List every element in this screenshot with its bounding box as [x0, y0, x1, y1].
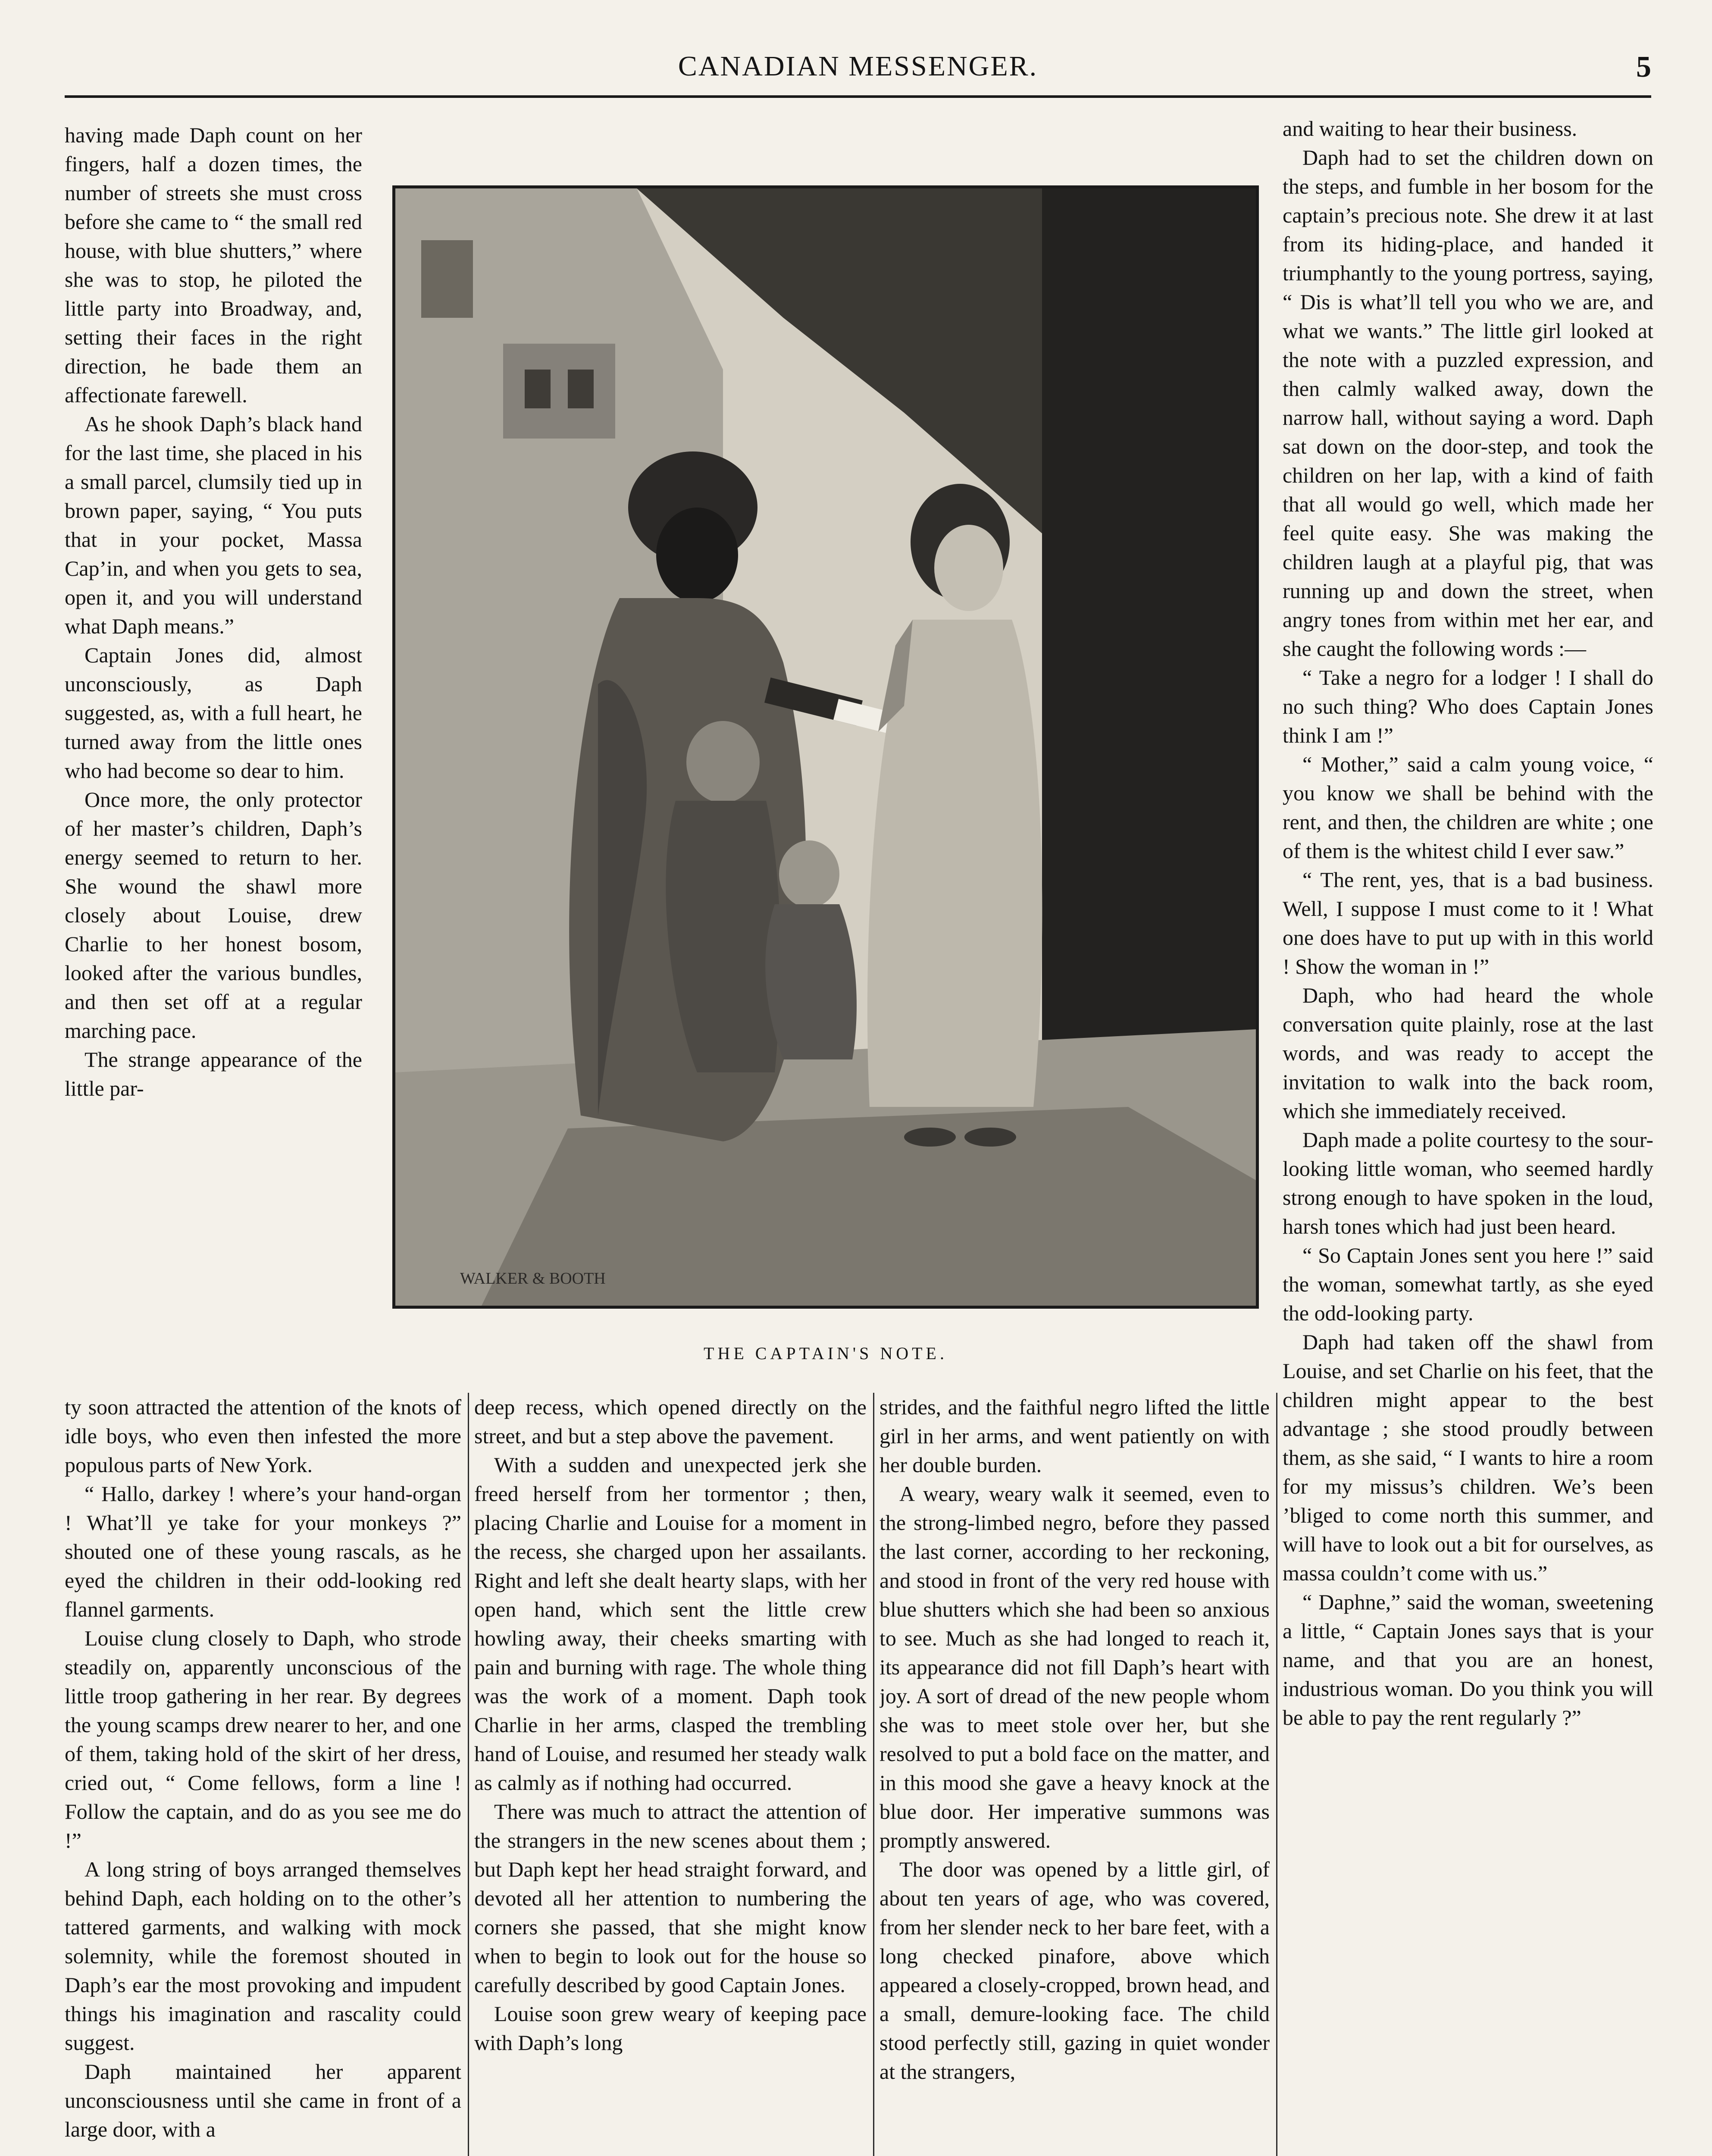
paragraph: As he shook Daph’s black hand for the last time, she placed in his a small parcel, clumsily tied up in brown paper, saying, “ You puts that in your pocket, Massa Cap’in, and when you gets to sea, open it, and you will understand what Daph means.”: [65, 412, 362, 638]
column-3-lower: [879, 1393, 1270, 2156]
paragraph: Daph, who had heard the whole conversation quite plainly, rose at the last words, and was ready to accept the invitation to walk into the back room, which she immediately received.: [1283, 983, 1653, 1123]
masthead-title: CANADIAN MESSENGER.: [678, 50, 1038, 82]
paragraph: The strange appearance of the little par-: [65, 1047, 362, 1100]
paragraph: Louise soon grew weary of keeping pace with Daph’s long: [474, 2002, 867, 2055]
paragraph: having made Daph count on her fingers, half a dozen times, the number of streets she must cross before she came to “ the small red house, with blue shutters,” where she was to stop, he piloted the little party into Broadway, and, setting their faces in the right direction, he bade them an affectionate farewell.: [65, 123, 362, 407]
paragraph: Louise clung closely to Daph, who strode steadily on, apparently unconscious of the little troop gathering in her rear. By degrees the young scamps drew nearer to her, and one of them, taking hold of the skirt of her dress, cried out, “ Come fellows, form a line ! Follow the captain, and do as you see me do !”: [65, 1626, 461, 1852]
page-number: 5: [1636, 50, 1651, 84]
column-rule: [468, 1393, 469, 2156]
column-1-lower: [65, 1393, 461, 2156]
column-left-narrow: [65, 121, 362, 1352]
paragraph: “ So Captain Jones sent you here !” said the woman, somewhat tartly, as she eyed the odd-looking party.: [1283, 1243, 1653, 1325]
paragraph: Daph maintained her apparent unconsciousness until she came in front of a large door, with a: [65, 2059, 461, 2141]
illustration-engraving: [392, 185, 1259, 1309]
paragraph: A weary, weary walk it seemed, even to the strong-limbed negro, before they passed the last corner, according to her reckoning, and stood in front of the very red house with blue shutters which she had been so anxious to see. Much as she had longed to reach it, its appearance did not fill Daph’s heart with joy. A sort of dread of the new people whom she was to meet stole over her, but she resolved to put a bold face on the matter, and in this mood she gave a heavy knock at the blue door. Her imperative summons was promptly answered.: [879, 1482, 1270, 1852]
paragraph: “ The rent, yes, that is a bad business. Well, I suppose I must come to it ! What one does have to put up with in this world ! Show the woman in !”: [1283, 868, 1653, 978]
paragraph: “ Mother,” said a calm young voice, “ you know we shall be behind with the rent, and then, the children are white ; one of them is the whitest child I ever saw.”: [1283, 752, 1653, 863]
paragraph: There was much to attract the attention of the strangers in the new scenes about them ; but Daph kept her head straight forward, and devoted all her attention to numbering the corners she passed, that she might know when to begin to look out for the house so carefully described by good Captain Jones.: [474, 1799, 867, 1997]
paragraph: Once more, the only protector of her master’s children, Daph’s energy seemed to return to her. She wound the shawl more closely about Louise, drew Charlie to her honest bosom, looked after the various bundles, and then set off at a regular marching pace.: [65, 787, 362, 1043]
paragraph: deep recess, which opened directly on the street, and but a step above the pavement.: [474, 1395, 867, 1448]
paragraph: The door was opened by a little girl, of about ten years of age, who was covered, from her slender neck to her bare feet, with a long checked pinafore, above which appeared a closely-cropped, brown head, and a small, demure-looking face. The child stood perfectly still, gazing in quiet wonder at the strangers,: [879, 1857, 1270, 2084]
paragraph: Daph had to set the children down on the steps, and fumble in her bosom for the captain’s precious note. She drew it at last from its hiding-place, and handed it triumphantly to the young portress, saying, “ Dis is what’ll tell you who we are, and what we wants.” The little girl looked at the note with a puzzled expression, and then calmly walked away, down the narrow hall, without saying a word. Daph sat down on the door-step, and took the children on her lap, with a kind of faith that all would go well, which made her feel quite easy. She was making the children laugh at a playful pig, that was running up and down the street, when angry tones from within met her ear, and she caught the following words :—: [1283, 145, 1653, 661]
illustration-caption: THE CAPTAIN'S NOTE.: [704, 1344, 948, 1363]
header-rule: [65, 95, 1651, 98]
engraving-image: [395, 188, 1256, 1306]
paragraph: “ Hallo, darkey ! where’s your hand-organ ! What’ll ye take for your monkeys ?” shouted one of these young rascals, as he eyed the children in their odd-looking red flannel garments.: [65, 1482, 461, 1621]
column-2-lower: [474, 1393, 867, 2156]
paragraph: Daph had taken off the shawl from Louise, and set Charlie on his feet, that the children might appear to the best advantage ; she stood proudly between them, as she said, “ I wants to hire a room for my missus’s children. We’s been ’bliged to come north this summer, and will have to look out a bit for ourselves, as massa couldn’t come with us.”: [1283, 1330, 1653, 1585]
engraver-signature: WALKER & BOOTH: [460, 1269, 606, 1288]
paragraph: A long string of boys arranged themselves behind Daph, each holding on to the other’s tattered garments, and walking with mock solemnity, while the foremost shouted in Daph’s ear the most provoking and impudent things his imagination and rascality could suggest.: [65, 1857, 461, 2055]
paragraph: and waiting to hear their business.: [1283, 116, 1577, 141]
paragraph: ty soon attracted the attention of the knots of idle boys, who even then infested the more populous parts of New York.: [65, 1395, 461, 1477]
paragraph: “ Take a negro for a lodger ! I shall do no such thing? Who does Captain Jones think I am !”: [1283, 665, 1653, 747]
paragraph: “ Daphne,” said the woman, sweetening a little, “ Captain Jones says that is your name, and that you are an honest, industrious woman. Do you think you will be able to pay the rent regularly ?”: [1283, 1590, 1653, 1730]
paragraph: With a sudden and unexpected jerk she freed herself from her tormentor ; then, placing Charlie and Louise for a moment in the recess, she charged upon her assailants. Right and left she dealt hearty slaps, with her open hand, which sent the little crew howling away, their cheeks smarting with pain and burning with rage. The whole thing was the work of a moment. Daph took Charlie in her arms, clasped the trembling hand of Louise, and resumed her steady walk as calmly as if nothing had occurred.: [474, 1453, 867, 1795]
paragraph: strides, and the faithful negro lifted the little girl in her arms, and went patiently on with her double burden.: [879, 1395, 1270, 1477]
page-header: [65, 41, 1651, 115]
column-rule: [873, 1393, 874, 2156]
paragraph: Captain Jones did, almost unconsciously, as Daph suggested, as, with a full heart, he turned away from the little ones who had become so dear to him.: [65, 643, 362, 783]
column-right: [1283, 114, 1653, 2156]
column-rule: [1276, 1393, 1277, 2156]
paragraph: Daph made a polite courtesy to the sour-looking little woman, who seemed hardly strong enough to have spoken in the loud, harsh tones which had just been heard.: [1283, 1128, 1653, 1238]
